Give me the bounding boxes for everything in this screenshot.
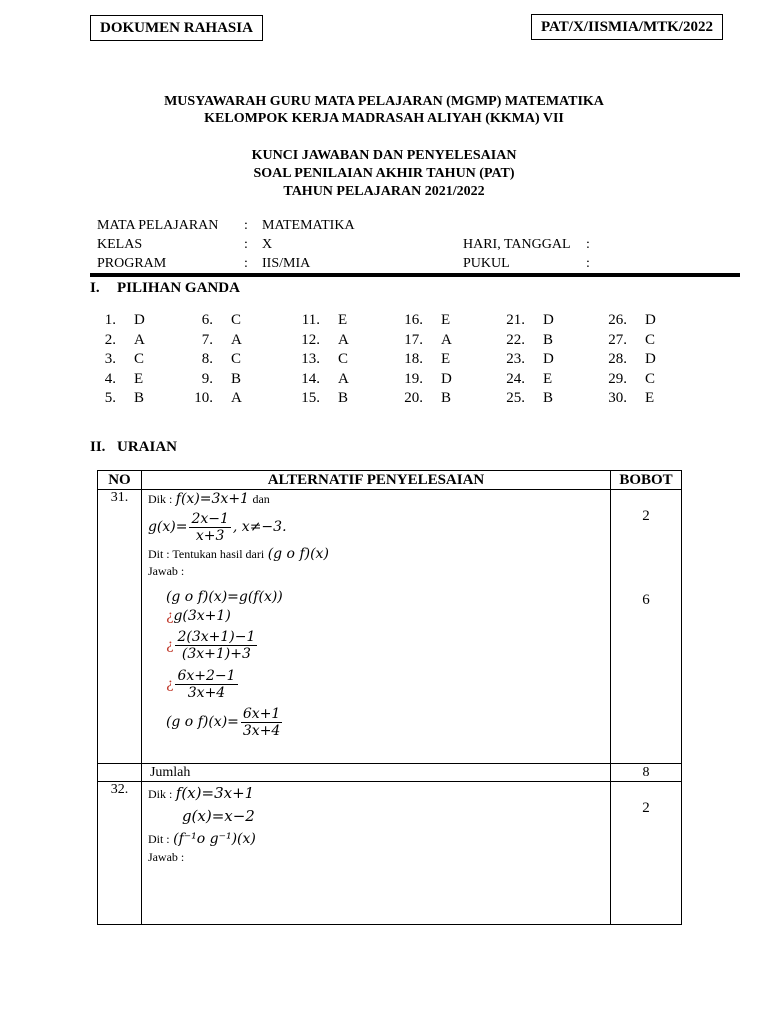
answer-item: 20. B xyxy=(404,390,452,406)
column-header-bobot: BOBOT xyxy=(611,471,682,490)
info-colon: : xyxy=(244,256,248,271)
section-1-title: PILIHAN GANDA xyxy=(117,280,240,296)
bobot-value: 2 xyxy=(642,508,650,524)
column-header-alternatif: ALTERNATIF PENYELESAIAN xyxy=(141,471,610,490)
section-2-title: URAIAN xyxy=(117,439,177,455)
question-number: 32. xyxy=(98,782,142,925)
step-5: (g o f)(x)= $\frac{6x+1}{3x+4}$ xyxy=(165,705,281,739)
column-header-no: NO xyxy=(98,471,142,490)
info-hari-label: HARI, TANGGAL xyxy=(463,237,571,252)
section-2-number: II. xyxy=(90,439,106,455)
table-row-31 xyxy=(98,490,682,764)
confidential-label: DOKUMEN RAHASIA xyxy=(90,15,263,41)
dit-label: Dit : Tentukan hasil dari xyxy=(147,547,265,561)
answer-item: 17. A xyxy=(404,331,452,348)
title-line-3: TAHUN PELAJARAN 2021/2022 xyxy=(283,184,485,199)
answer-item: 7. A xyxy=(201,331,242,348)
jumlah-value: 8 xyxy=(611,764,682,782)
answer-item: 4. E xyxy=(104,370,144,387)
answer-item: 10. A xyxy=(194,390,242,406)
answer-item: 19. D xyxy=(404,370,452,387)
info-program-value: IIS/MIA xyxy=(262,256,311,271)
bobot-value: 2 xyxy=(642,800,650,816)
step-1: (g o f)(x)=g(f(x)) xyxy=(165,589,283,605)
dan-text: dan xyxy=(252,492,270,506)
table-header-row xyxy=(98,471,682,490)
table-row-jumlah xyxy=(98,764,682,782)
jawab-label: Jawab : xyxy=(147,850,185,864)
jawab-label: Jawab : xyxy=(147,564,185,578)
document-code: PAT/X/IISMIA/MTK/2022 xyxy=(531,14,723,40)
info-mapel-label: MATA PELAJARAN xyxy=(97,218,219,233)
info-pukul-label: PUKUL xyxy=(463,256,510,271)
jumlah-label: Jumlah xyxy=(141,764,610,782)
empty-cell xyxy=(98,764,142,782)
answer-item: 29. C xyxy=(608,370,656,387)
given-f: f(x)=3x+1 xyxy=(175,784,255,802)
answer-item: 27. C xyxy=(608,331,656,348)
dit-expression: (g o f)(x) xyxy=(267,546,329,562)
info-colon: : xyxy=(244,237,248,252)
answer-item: 3. C xyxy=(104,351,145,367)
dik-label: Dik : xyxy=(147,787,173,801)
answer-column-6 xyxy=(583,311,656,409)
answer-item: 24. E xyxy=(506,370,553,387)
answer-item: 18. E xyxy=(404,351,451,367)
answer-item: 26. D xyxy=(608,312,656,328)
dit-label: Dit : xyxy=(147,832,170,846)
answer-item: 11. E xyxy=(301,312,348,328)
answer-item: 14. A xyxy=(301,370,349,387)
divider xyxy=(90,273,740,277)
given-g-fraction: $\frac{2x-1}{x+3}$ xyxy=(191,510,229,544)
info-kelas-label: KELAS xyxy=(97,237,143,252)
bobot-value: 6 xyxy=(642,592,650,608)
question-number: 31. xyxy=(98,490,142,764)
answer-item: 23. D xyxy=(506,351,554,367)
bobot-cell xyxy=(611,782,682,925)
info-program-label: PROGRAM xyxy=(97,256,167,271)
answer-item: 12. A xyxy=(301,331,349,348)
answer-item: 28. D xyxy=(608,351,656,367)
answer-column-3 xyxy=(276,311,349,409)
solution-cell xyxy=(141,782,610,925)
info-colon: : xyxy=(586,237,590,252)
title-line-2: SOAL PENILAIAN AKHIR TAHUN (PAT) xyxy=(253,166,515,181)
answer-item: 1. D xyxy=(104,312,145,328)
org-line-1: MUSYAWARAH GURU MATA PELAJARAN (MGMP) MATEMATIKA xyxy=(164,94,604,109)
given-g: g(x)=x−2 xyxy=(181,807,255,825)
table-row-32 xyxy=(98,782,682,925)
answer-item: 15. B xyxy=(301,390,349,406)
title-line-1: KUNCI JAWABAN DAN PENYELESAIAN xyxy=(251,148,517,163)
answer-item: 21. D xyxy=(506,312,554,328)
answer-item: 25. B xyxy=(506,390,554,406)
step-3: ¿ $\frac{2(3x+1)-1}{(3x+1)+3}$ xyxy=(165,628,256,662)
dit-expression: (f⁻¹o g⁻¹)(x) xyxy=(173,831,256,847)
given-g-lhs: g(x)= xyxy=(147,519,188,535)
answer-column-1 xyxy=(72,311,145,409)
answer-item: 5. B xyxy=(104,390,145,406)
answer-item: 6. C xyxy=(201,312,242,328)
answer-item: 30. E xyxy=(608,390,655,406)
step-2: ¿g(3x+1) xyxy=(165,608,231,624)
answer-item: 8. C xyxy=(201,351,242,367)
given-g-condition: , x≠−3. xyxy=(232,519,287,535)
answer-column-5 xyxy=(481,311,554,409)
info-mapel-value: MATEMATIKA xyxy=(262,218,355,233)
answer-item: 16. E xyxy=(404,312,451,328)
answer-column-2 xyxy=(169,311,242,409)
answer-item: 2. A xyxy=(104,331,145,348)
dik-label: Dik : xyxy=(147,492,173,506)
answer-item: 22. B xyxy=(506,331,554,348)
solution-cell xyxy=(141,490,610,764)
section-1-number: I. xyxy=(90,280,100,296)
given-f: f(x)=3x+1 xyxy=(175,491,249,507)
essay-answer-table xyxy=(97,470,682,925)
step-4: ¿ $\frac{6x+2-1}{3x+4}$ xyxy=(165,667,236,701)
info-kelas-value: X xyxy=(262,237,273,252)
info-colon: : xyxy=(586,256,590,271)
answer-column-4 xyxy=(379,311,452,409)
answer-item: 13. C xyxy=(301,351,349,367)
info-colon: : xyxy=(244,218,248,233)
bobot-cell xyxy=(611,490,682,764)
org-line-2: KELOMPOK KERJA MADRASAH ALIYAH (KKMA) VII xyxy=(204,111,564,126)
answer-item: 9. B xyxy=(201,370,242,387)
